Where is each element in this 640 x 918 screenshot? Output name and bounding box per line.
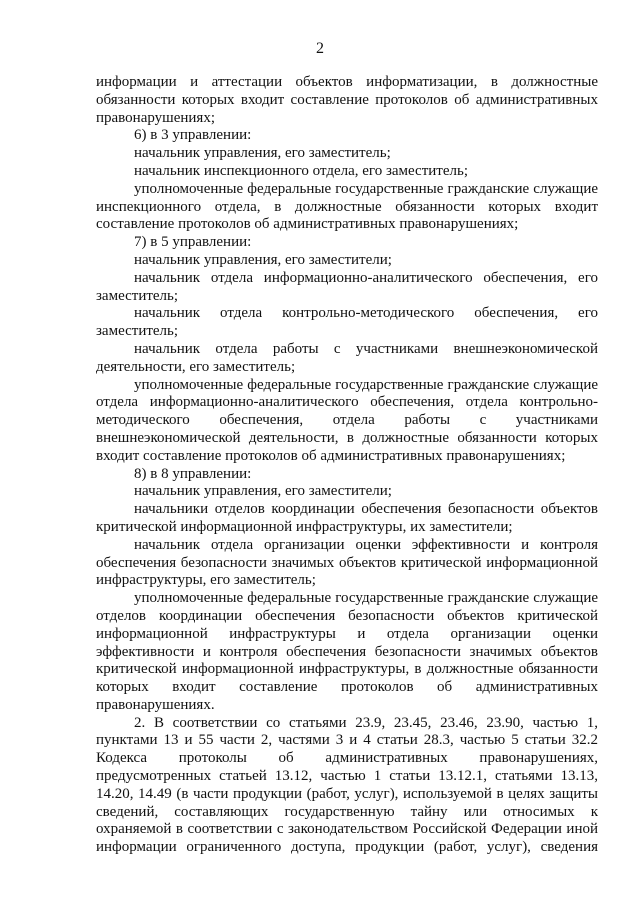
paragraph-1: информации и аттестации объектов информатизации, в должностные обязанности которых входит составление протоколов об административных правонарушениях; bbox=[96, 74, 598, 126]
paragraph-15: начальник отдела организации оценки эффективности и контроля обеспечения безопасности значимых объектов критической информационной инфраструктуры, его заместитель; bbox=[96, 536, 598, 589]
paragraph-7: начальник управления, его заместители; bbox=[134, 251, 392, 268]
paragraph-9: начальник отдела контрольно-методического обеспечения, его заместитель; bbox=[96, 305, 598, 340]
paragraph-2: 6) в 3 управлении: bbox=[134, 127, 252, 144]
paragraph-6: 7) в 5 управлении: bbox=[134, 234, 252, 251]
document-body bbox=[96, 74, 598, 857]
paragraph-11: уполномоченные федеральные государственные гражданские служащие отдела информационно-аналитического обеспечения, отдела контрольно-методического обеспечения, отдела работы с участниками внешнеэкономической деятельности, в должностные обязанности которых входит составление протоколов об административных правонарушениях; bbox=[96, 376, 598, 464]
paragraph-17: 2. В соответствии со статьями 23.9, 23.45, 23.46, 23.90, частью 1, пунктами 13 и 55 части 2, частями 3 и 4 статьи 28.3, частью 5 статьи 32.2 Кодекса протоколы об административных правонарушениях, предусмотренных статьей 13.12, частью 1 статьи 13.12.1, статьями 13.13, 14.20, 14.49 (в части продукции (работ, услуг), используемой в целях защиты сведений, составляющих государственную тайну или относимых к охраняемой в соответствии с законодательством Российской Федерации иной информации ограниченного доступа, продукции (работ, услуг), сведения bbox=[96, 714, 598, 856]
paragraph-13: начальник управления, его заместители; bbox=[134, 483, 392, 500]
paragraph-12: 8) в 8 управлении: bbox=[134, 465, 252, 482]
paragraph-10: начальник отдела работы с участниками внешнеэкономической деятельности, его заместитель; bbox=[96, 340, 598, 375]
paragraph-8: начальник отдела информационно-аналитического обеспечения, его заместитель; bbox=[96, 269, 598, 304]
paragraph-16: уполномоченные федеральные государственные гражданские служащие отделов координации обеспечения безопасности объектов критической информационной инфраструктуры и отдела организации оценки эффективности и контроля обеспечения безопасности значимых объектов критической информационной инфраструктуры, в должностные обязанности которых входит составление протоколов об административных правонарушениях. bbox=[96, 590, 598, 713]
page-number: 2 bbox=[316, 40, 324, 57]
paragraph-4: начальник инспекционного отдела, его заместитель; bbox=[134, 162, 468, 179]
paragraph-3: начальник управления, его заместитель; bbox=[134, 145, 391, 162]
paragraph-5: уполномоченные федеральные государственные гражданские служащие инспекционного отдела, в должностные обязанности которых входит составление протоколов об административных правонарушениях; bbox=[96, 180, 598, 233]
paragraph-14: начальники отделов координации обеспечения безопасности объектов критической информационной инфраструктуры, их заместители; bbox=[96, 501, 598, 535]
